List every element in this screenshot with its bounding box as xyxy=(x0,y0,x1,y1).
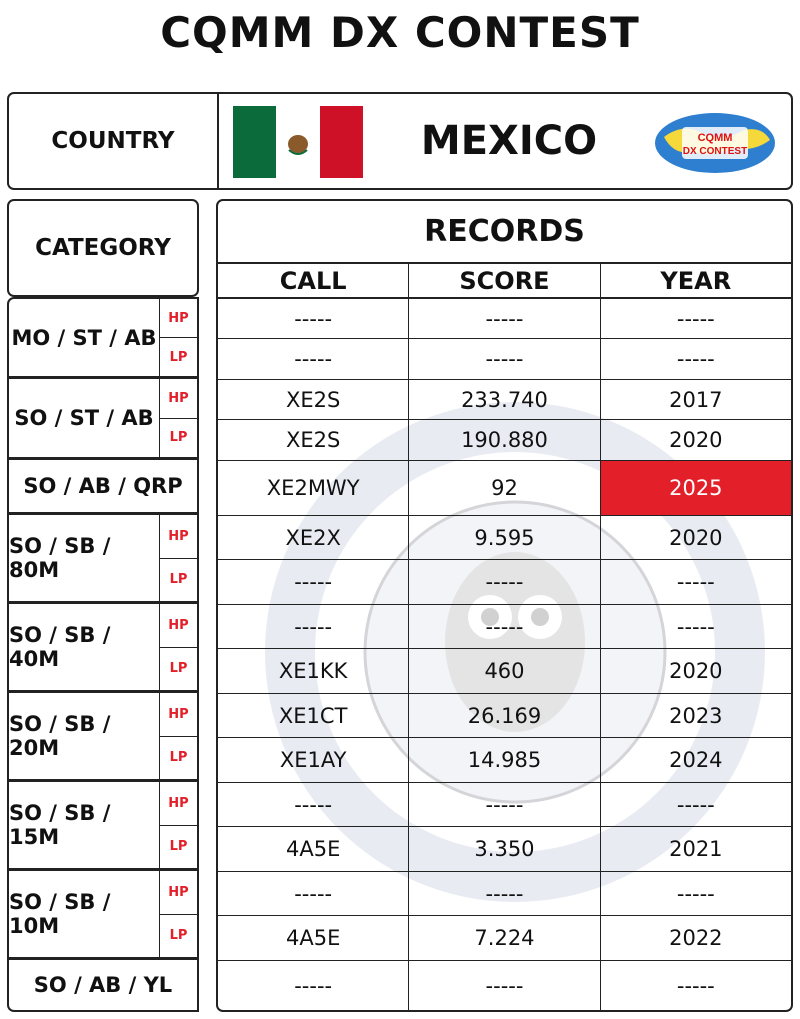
call-cell: XE2S xyxy=(285,387,341,412)
call-cell: XE1AY xyxy=(279,748,347,772)
lp-label: LP xyxy=(160,647,197,691)
table-row xyxy=(218,420,791,461)
score-cell: 9.595 xyxy=(408,516,599,559)
hp-label: HP xyxy=(168,310,189,326)
records-header: RECORDS xyxy=(216,199,793,264)
category-row: SO / SB / 40M HP LP xyxy=(7,603,199,692)
call-cell: 4A5E xyxy=(285,837,341,861)
score-cell: 190.880 xyxy=(408,420,599,460)
table-row xyxy=(218,827,791,872)
records-table xyxy=(216,262,793,1012)
call-cell: XE2MWY xyxy=(266,476,360,500)
call-cell: XE1KK xyxy=(278,659,348,683)
year-cell: 2023 xyxy=(600,694,791,737)
category-row: SO / SB / 80M HP LP xyxy=(7,514,199,603)
hp-label: HP xyxy=(168,884,189,900)
table-row xyxy=(218,961,791,1010)
year-cell: 2022 xyxy=(600,916,791,960)
table-row xyxy=(218,649,791,694)
score-cell: 3.350 xyxy=(408,827,599,871)
category-row: SO / ST / AB HP LP xyxy=(7,378,199,459)
country-box xyxy=(7,92,793,190)
cqmm-logo-icon xyxy=(654,112,776,174)
year-cell: 2020 xyxy=(600,420,791,460)
score-cell: 14.985 xyxy=(408,738,599,782)
hp-label: HP xyxy=(168,528,189,544)
year-cell: ----- xyxy=(600,299,791,338)
call-cell: XE2X xyxy=(285,525,341,550)
table-row xyxy=(218,516,791,560)
category-row: SO / AB / YL xyxy=(7,959,199,1012)
score-cell: 7.224 xyxy=(408,916,599,960)
country-label: COUNTRY xyxy=(9,94,219,188)
table-row xyxy=(218,299,791,339)
year-cell: 2020 xyxy=(600,649,791,693)
year-cell: 2017 xyxy=(600,380,791,419)
score-cell: ----- xyxy=(408,605,599,648)
column-header-score: SCORE xyxy=(408,264,599,297)
lp-label: LP xyxy=(160,418,197,458)
year-cell: ----- xyxy=(600,560,791,604)
lp-label: LP xyxy=(160,825,197,869)
lp-label: LP xyxy=(160,736,197,780)
table-row xyxy=(218,605,791,649)
score-cell: ----- xyxy=(408,560,599,604)
call-cell: ----- xyxy=(294,570,333,594)
table-row xyxy=(218,380,791,420)
year-cell: ----- xyxy=(600,961,791,1010)
hp-label: HP xyxy=(168,795,189,811)
score-cell: ----- xyxy=(408,961,599,1010)
table-row xyxy=(218,872,791,916)
svg-text:DX CONTEST: DX CONTEST xyxy=(682,146,748,157)
country-name: MEXICO xyxy=(420,118,598,164)
score-cell: 26.169 xyxy=(408,694,599,737)
call-cell: ----- xyxy=(294,973,333,998)
call-cell: ----- xyxy=(294,881,333,906)
call-cell: XE2S xyxy=(285,428,341,452)
category-row: MO / ST / AB HP LP xyxy=(7,297,199,378)
table-row xyxy=(218,738,791,783)
score-cell: ----- xyxy=(408,339,599,379)
lp-label: LP xyxy=(160,914,197,958)
table-row xyxy=(218,339,791,380)
year-cell: 2021 xyxy=(600,827,791,871)
table-row xyxy=(218,461,791,516)
call-cell: ----- xyxy=(294,347,333,371)
call-cell: ----- xyxy=(294,792,333,817)
table-row xyxy=(218,783,791,827)
category-row: SO / SB / 10M HP LP xyxy=(7,870,199,959)
category-row: SO / SB / 15M HP LP xyxy=(7,781,199,870)
call-cell: ----- xyxy=(294,614,333,639)
year-cell: 2020 xyxy=(600,516,791,559)
page-title: CQMM DX CONTEST xyxy=(160,8,640,57)
category-row: SO / SB / 20M HP LP xyxy=(7,692,199,781)
hp-label: HP xyxy=(168,617,189,633)
call-cell: 4A5E xyxy=(285,926,341,950)
table-row xyxy=(218,694,791,738)
category-header: CATEGORY xyxy=(7,199,199,297)
call-cell: ----- xyxy=(294,306,333,331)
hp-label: HP xyxy=(168,706,189,722)
mexico-flag-icon xyxy=(233,106,363,178)
column-header-call: CALL xyxy=(279,266,347,295)
call-cell: XE1CT xyxy=(278,703,348,728)
score-cell: 460 xyxy=(408,649,599,693)
table-row xyxy=(218,560,791,605)
lp-label: LP xyxy=(160,558,197,602)
table-row xyxy=(218,916,791,961)
year-cell: ----- xyxy=(600,605,791,648)
year-cell: ----- xyxy=(600,339,791,379)
year-cell: ----- xyxy=(600,783,791,826)
year-cell: ----- xyxy=(600,872,791,915)
score-cell: ----- xyxy=(408,299,599,338)
hp-label: HP xyxy=(168,390,189,406)
score-cell: 233.740 xyxy=(408,380,599,419)
year-cell-highlighted: 2025 xyxy=(600,461,791,515)
score-cell: ----- xyxy=(408,872,599,915)
category-row: SO / AB / QRP xyxy=(7,459,199,514)
table-header xyxy=(218,264,791,299)
svg-text:CQMM: CQMM xyxy=(697,132,733,144)
score-cell: 92 xyxy=(408,461,599,515)
lp-label: LP xyxy=(160,337,197,376)
column-header-year: YEAR xyxy=(600,264,791,297)
year-cell: 2024 xyxy=(600,738,791,782)
score-cell: ----- xyxy=(408,783,599,826)
